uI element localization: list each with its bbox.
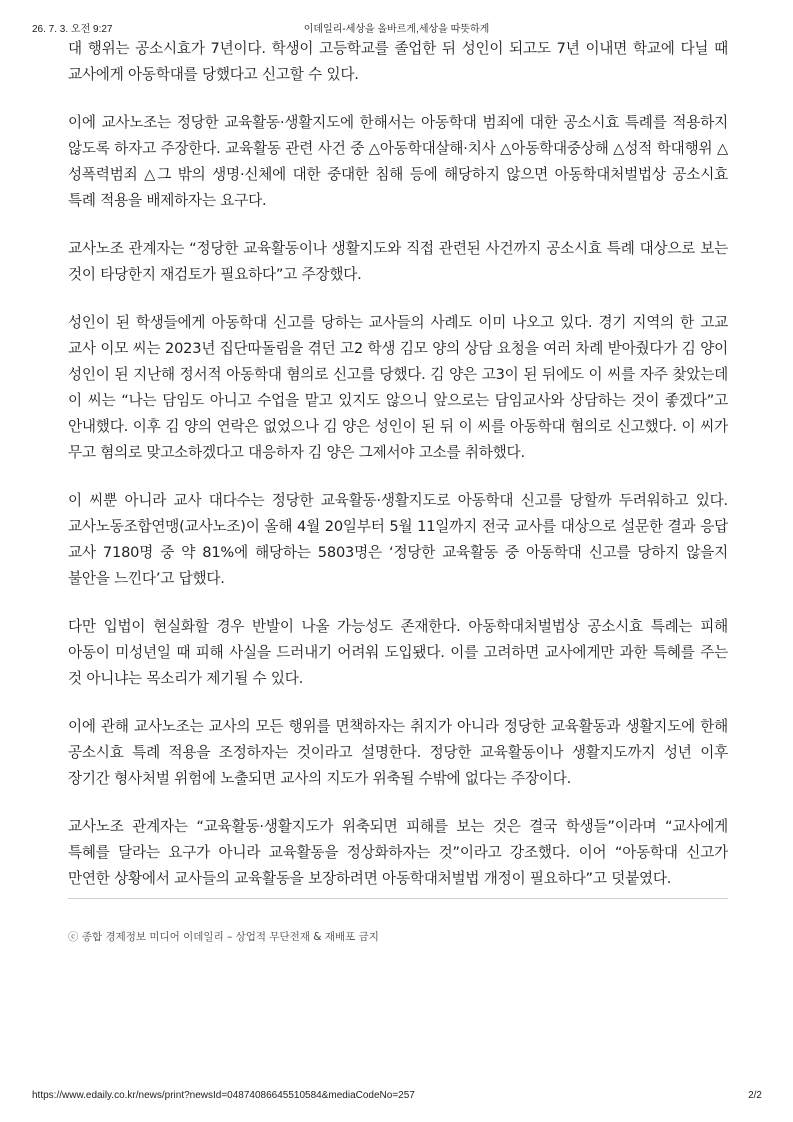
print-footer (0, 1090, 793, 1106)
article-paragraph: 이에 관해 교사노조는 교사의 모든 행위를 면책하자는 취지가 아니라 정당한 교육활동과 생활지도에 한해 공소시효 특례 적용을 조정하자는 것이라고 설명한다. 정당한 교육활동이나 생활지도까지 성년 이후 장기간 형사처벌 위험에 노출되면 교사의 지도가 위축될 수밖에 없다는 주장이다. (68, 718, 728, 787)
footer-divider (68, 898, 728, 899)
article-paragraph: 교사노조 관계자는 “교육활동·생활지도가 위축되면 피해를 보는 것은 결국 학생들”이라며 “교사에게 특혜를 달라는 요구가 아니라 교육활동을 정상화하자는 것”이라고 강조했다. 이어 “아동학대 신고가 만연한 상황에서 교사들의 교육활동을 보장하려면 아동학대처벌법 개정이 필요하다”고 덧붙였다. (68, 818, 728, 887)
print-datetime: 26. 7. 3. 오전 9:27 (32, 24, 113, 35)
article-paragraph: 이에 교사노조는 정당한 교육활동·생활지도에 한해서는 아동학대 범죄에 대한 공소시효 특례를 적용하지 않도록 하자고 주장한다. 교육활동 관련 사건 중 △아동학대살해·치사 △아동학대중상해 △성적 학대행위 △성폭력범죄 △그 밖의 생명·신체에 대한 중대한 침해 등에 해당하지 않으면 아동학대처벌법상 공소시효 특례 적용을 배제하자는 요구다. (68, 114, 728, 209)
site-title: 이데일리-세상을 올바르게,세상을 따뜻하게 (303, 24, 490, 35)
article-paragraph: 성인이 된 학생들에게 아동학대 신고를 당하는 교사들의 사례도 이미 나오고 있다. 경기 지역의 한 고교 교사 이모 씨는 2023년 집단따돌림을 겪던 고2 학생 김모 양의 상담 요청을 여러 차례 받아줬다가 김 양이 성인이 된 지난해 정서적 아동학대 혐의로 신고를 당했다. 김 양은 고3이 된 뒤에도 이 씨를 자주 찾았는데 이 씨는 “나는 담임도 아니고 수업을 맡고 있지도 않으니 앞으로는 담임교사와 상담하는 것이 좋겠다”고 안내했다. 이후 김 양의 연락은 없었으나 김 양은 성인이 된 뒤 이 씨를 아동학대 혐의로 신고했다. 이 씨가 무고 혐의로 맞고소하겠다고 대응하자 김 양은 그제서야 고소를 취하했다. (68, 314, 728, 461)
article-paragraph: 이 씨뿐 아니라 교사 대다수는 정당한 교육활동·생활지도로 아동학대 신고를 당할까 두려워하고 있다. 교사노동조합연맹(교사노조)이 올해 4월 20일부터 5월 11일까지 전국 교사를 대상으로 설문한 결과 응답 교사 7180명 중 약 81%에 해당하는 5803명은 ‘정당한 교육활동 중 아동학대 신고를 당하지 않을지 불안을 느낀다’고 답했다. (68, 492, 728, 587)
article-paragraph: 대 행위는 공소시효가 7년이다. 학생이 고등학교를 졸업한 뒤 성인이 되고도 7년 이내면 학교에 다닐 때 교사에게 아동학대를 당했다고 신고할 수 있다. (68, 40, 728, 83)
article-body (68, 36, 728, 914)
print-url: https://www.edaily.co.kr/news/print?newsId=04874086645510584&mediaCodeNo=257 (32, 1090, 415, 1101)
copyright-notice: ⓒ 종합 경제정보 미디어 이데일리 – 상업적 무단전재 & 재배포 금지 (68, 931, 379, 943)
print-header (0, 20, 793, 36)
page-number: 2/2 (748, 1090, 762, 1101)
article-paragraph: 다만 입법이 현실화할 경우 반발이 나올 가능성도 존재한다. 아동학대처벌법상 공소시효 특례는 피해 아동이 미성년일 때 피해 사실을 드러내기 어려워 도입됐다. 이를 고려하면 교사에게만 과한 특혜를 주는 것 아니냐는 목소리가 제기될 수 있다. (68, 618, 728, 687)
article-paragraph: 교사노조 관계자는 “정당한 교육활동이나 생활지도와 직접 관련된 사건까지 공소시효 특례 대상으로 보는 것이 타당한지 재검토가 필요하다”고 주장했다. (68, 240, 728, 283)
